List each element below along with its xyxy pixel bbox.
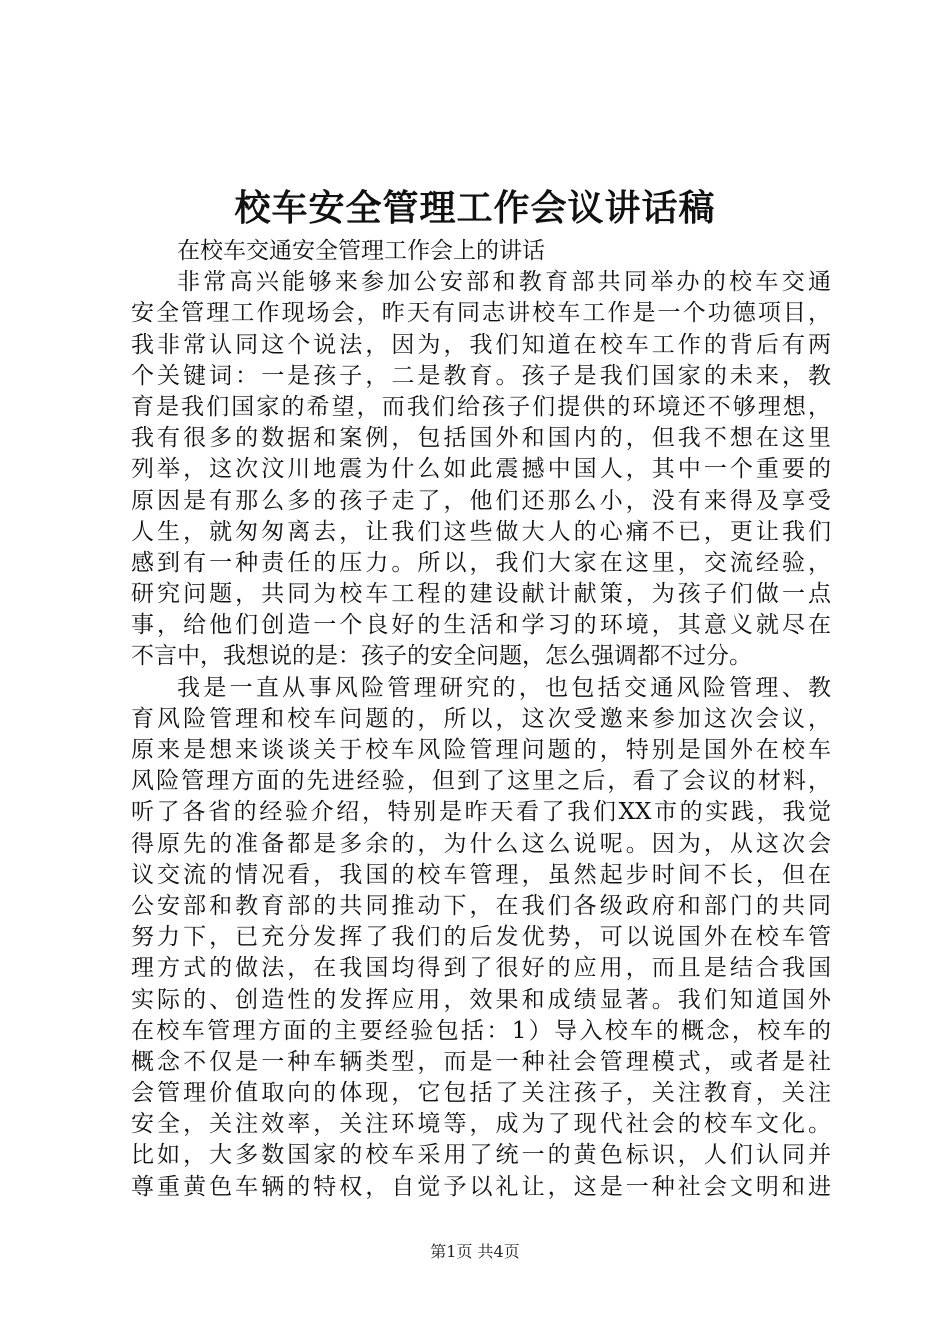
document-title: 校车安全管理工作会议讲话稿 xyxy=(234,187,716,229)
body-line: 努力下，已充分发挥了我们的后发优势，可以说国外在校车管 xyxy=(131,924,831,951)
body-line: 我是一直从事风险管理研究的，也包括交通风险管理、教 xyxy=(177,674,831,701)
body-line: 感到有一种责任的压力。所以，我们大家在这里，交流经验， xyxy=(131,549,831,576)
page-number-footer: 第1页 共4页 xyxy=(430,1242,520,1261)
body-line: 议交流的情况看，我国的校车管理，虽然起步时间不长，但在 xyxy=(131,861,831,888)
body-line: 在校车交通安全管理工作会上的讲话 xyxy=(177,238,545,264)
body-line: 实际的、创造性的发挥应用，效果和成绩显著。我们知道国外 xyxy=(131,986,831,1013)
body-line: 公安部和教育部的共同推动下，在我们各级政府和部门的共同 xyxy=(131,892,831,919)
body-line: 理方式的做法，在我国均得到了很好的应用，而且是结合我国 xyxy=(131,955,831,982)
body-line: 安全，关注效率，关注环境等，成为了现代社会的校车文化。 xyxy=(131,1111,831,1138)
body-line: 原因是有那么多的孩子走了，他们还那么小，没有来得及享受 xyxy=(131,487,831,514)
body-line: 非常高兴能够来参加公安部和教育部共同举办的校车交通 xyxy=(177,269,831,296)
body-line: 在校车管理方面的主要经验包括：1）导入校车的概念，校车的 xyxy=(131,1017,831,1044)
body-line: 我非常认同这个说法，因为，我们知道在校车工作的背后有两 xyxy=(131,331,831,358)
body-line: 个关键词：一是孩子，二是教育。孩子是我们国家的未来，教 xyxy=(131,362,831,389)
body-line: 风险管理方面的先进经验，但到了这里之后，看了会议的材料， xyxy=(131,768,831,795)
body-line: 会管理价值取向的体现，它包括了关注孩子，关注教育，关注 xyxy=(131,1080,831,1107)
document-body xyxy=(131,236,831,1203)
body-line: 研究问题，共同为校车工程的建设献计献策，为孩子们做一点 xyxy=(131,581,831,608)
body-line: 育是我们国家的希望，而我们给孩子们提供的环境还不够理想， xyxy=(131,393,831,420)
body-line: 听了各省的经验介绍，特别是昨天看了我们XX市的实践，我觉 xyxy=(131,799,831,826)
body-line: 我有很多的数据和案例，包括国外和国内的，但我不想在这里 xyxy=(131,425,831,452)
body-line: 概念不仅是一种车辆类型，而是一种社会管理模式，或者是社 xyxy=(131,1048,831,1075)
body-line: 尊重黄色车辆的特权，自觉予以礼让，这是一种社会文明和进 xyxy=(131,1173,831,1200)
body-line: 得原先的准备都是多余的，为什么这么说呢。因为，从这次会 xyxy=(131,830,831,857)
body-line: 事，给他们创造一个良好的生活和学习的环境，其意义就尽在 xyxy=(131,612,831,639)
body-line: 列举，这次汶川地震为什么如此震撼中国人，其中一个重要的 xyxy=(131,456,831,483)
body-line: 原来是想来谈谈关于校车风险管理问题的，特别是国外在校车 xyxy=(131,737,831,763)
body-line: 育风险管理和校车问题的，所以，这次受邀来参加这次会议， xyxy=(131,705,831,732)
body-line: 比如，大多数国家的校车采用了统一的黄色标识，人们认同并 xyxy=(131,1142,831,1169)
body-line: 不言中，我想说的是：孩子的安全问题，怎么强调都不过分。 xyxy=(131,643,752,670)
body-line: 人生，就匆匆离去，让我们这些做大人的心痛不已，更让我们 xyxy=(131,518,831,545)
body-line: 安全管理工作现场会，昨天有同志讲校车工作是一个功德项目， xyxy=(131,300,831,327)
